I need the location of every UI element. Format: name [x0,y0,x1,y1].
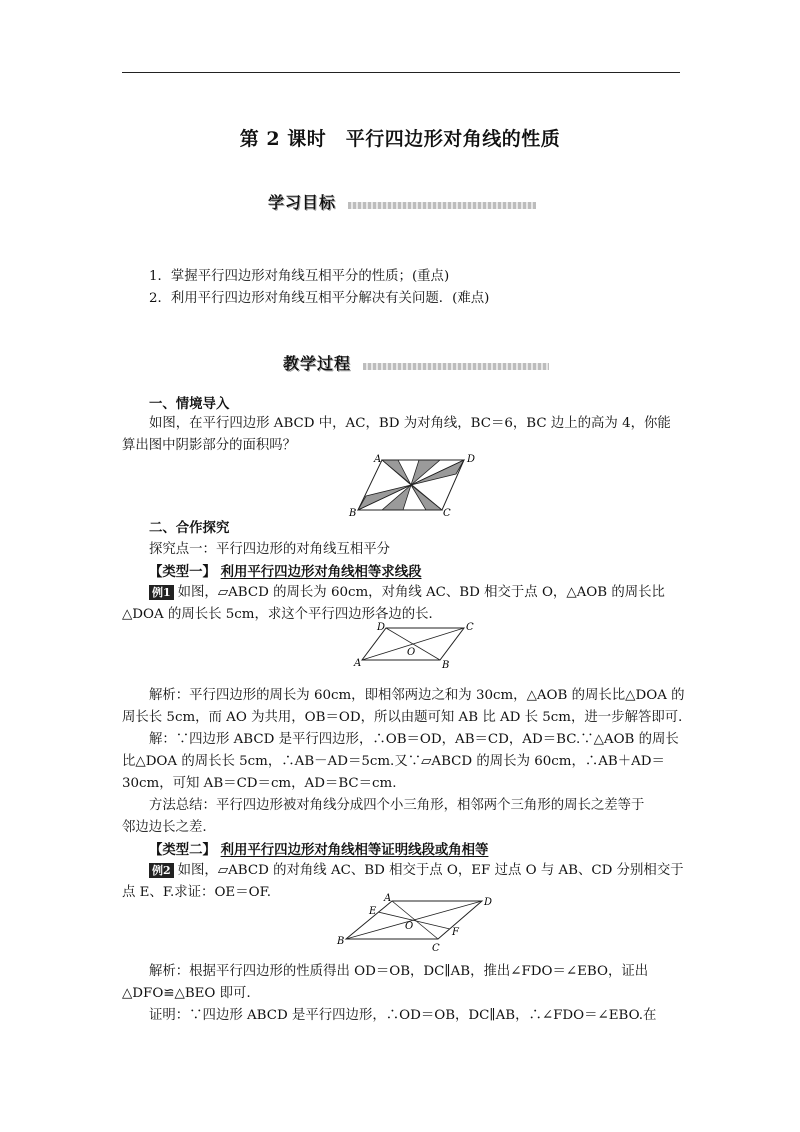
diagonal-bd [358,460,464,510]
method-summary: 邻边边长之差. [122,820,207,835]
vertex-label: A [374,454,382,465]
part1-text: 算出图中阴影部分的面积吗？ [122,438,297,453]
example2-text: 点 E、F.求证：OE＝OF. [122,885,272,900]
part1-text: 如图，在平行四边形 ABCD 中，AC，BD 为对角线，BC＝6，BC 边上的高为 4，你能 [149,416,671,431]
vertex-label: D [467,454,476,465]
type2-line [149,840,488,860]
vertex-label: B [442,660,450,671]
vertex-label: C [466,622,474,633]
solution1: 比△DOA 的周长长 5cm，∴AB－AD＝5cm.又∵▱ABCD 的周长为 60cm，∴AB＋AD＝ [122,754,665,769]
process-heading: 教学过程 [283,354,352,373]
analysis2: 解析：根据平行四边形的性质得出 OD＝OB，DC∥AB，推出∠FDO＝∠EBO，证出 [149,964,649,979]
example1-text: △DOA 的周长长 5cm，求这个平行四边形各边的长． [122,607,442,622]
part2-heading: 二、合作探究 [149,520,230,536]
type2-title: 利用平行四边形对角线相等证明线段或角相等 [220,842,489,858]
example2-text: 如图，▱ABCD 的对角线 AC、BD 相交于点 O，EF 过点 O 与 AB、CD 分别相交于 [177,863,684,878]
analysis1: 周长长 5cm，而 AO 为共用，OB＝OD，所以由题可知 AB 比 AD 长 5cm，进一步解答即可． [122,710,692,725]
vertex-label: C [432,943,440,953]
vertex-label: D [484,897,493,908]
vertex-label: F [452,927,459,938]
vertex-label: E [369,906,377,917]
vertex-label: A [354,658,362,669]
example1-line [149,583,665,603]
goal-item: 2．利用平行四边形对角线互相平分解决有关问题．(难点) [149,291,490,306]
explore-point1: 探究点一：平行四边形的对角线互相平分 [149,542,391,557]
proof-text: 证明：∵四边形 ABCD 是平行四边形，∴OD＝OB，DC∥AB，∴∠FDO＝∠EBO.在 [149,1008,657,1023]
part1-heading: 一、情境导入 [149,396,230,412]
analysis2: △DFO≌△BEO 即可． [122,986,260,1001]
page-title: 第 2 课时 平行四边形对角线的性质 [239,128,561,150]
solution1: 解：∵四边形 ABCD 是平行四边形，∴OB＝OD，AB＝CD，AD＝BC.∵△AOB 的周长 [149,732,679,747]
method-summary: 方法总结：平行四边形被对角线分成四个小三角形，相邻两个三角形的周长之差等于 [149,798,645,813]
segment-ef [378,912,450,929]
type1-tag: 【类型一】 [149,564,216,580]
goals-heading: 学习目标 [268,193,337,212]
vertex-label: O [405,921,414,932]
type2-tag: 【类型二】 [149,842,216,858]
vertex-label: C [443,508,451,519]
diagonal-bd [346,901,482,939]
vertex-label: A [384,893,392,904]
example2-line [149,861,684,881]
analysis1: 解析：平行四边形的周长为 60cm，即相邻两边之和为 30cm，△AOB 的周长比△DOA 的 [149,688,685,703]
example1-badge: 例1 [149,585,174,600]
figure-parallelogram-abcd [352,620,482,672]
process-banner [283,354,549,373]
vertex-label: D [377,622,386,633]
vertex-label: B [349,508,357,519]
vertex-label: O [407,647,416,658]
goal-item: 1．掌握平行四边形对角线互相平分的性质；(重点) [149,269,450,284]
process-banner-stripe [363,363,549,370]
example2-badge: 例2 [149,863,174,878]
figure-shaded-parallelogram [344,450,484,520]
figure-parallelogram-ef [334,893,500,953]
example1-text: 如图，▱ABCD 的周长为 60cm，对角线 AC、BD 相交于点 O，△AOB 的周长比 [177,585,665,600]
top-rule [122,72,680,73]
type1-line [149,562,421,582]
goals-banner-stripe [348,202,536,209]
vertex-label: B [337,936,345,947]
solution1: 30cm，可知 AB＝CD＝cm，AD＝BC＝cm. [122,776,397,791]
type1-title: 利用平行四边形对角线相等求线段 [220,564,422,580]
goals-banner [268,193,536,212]
